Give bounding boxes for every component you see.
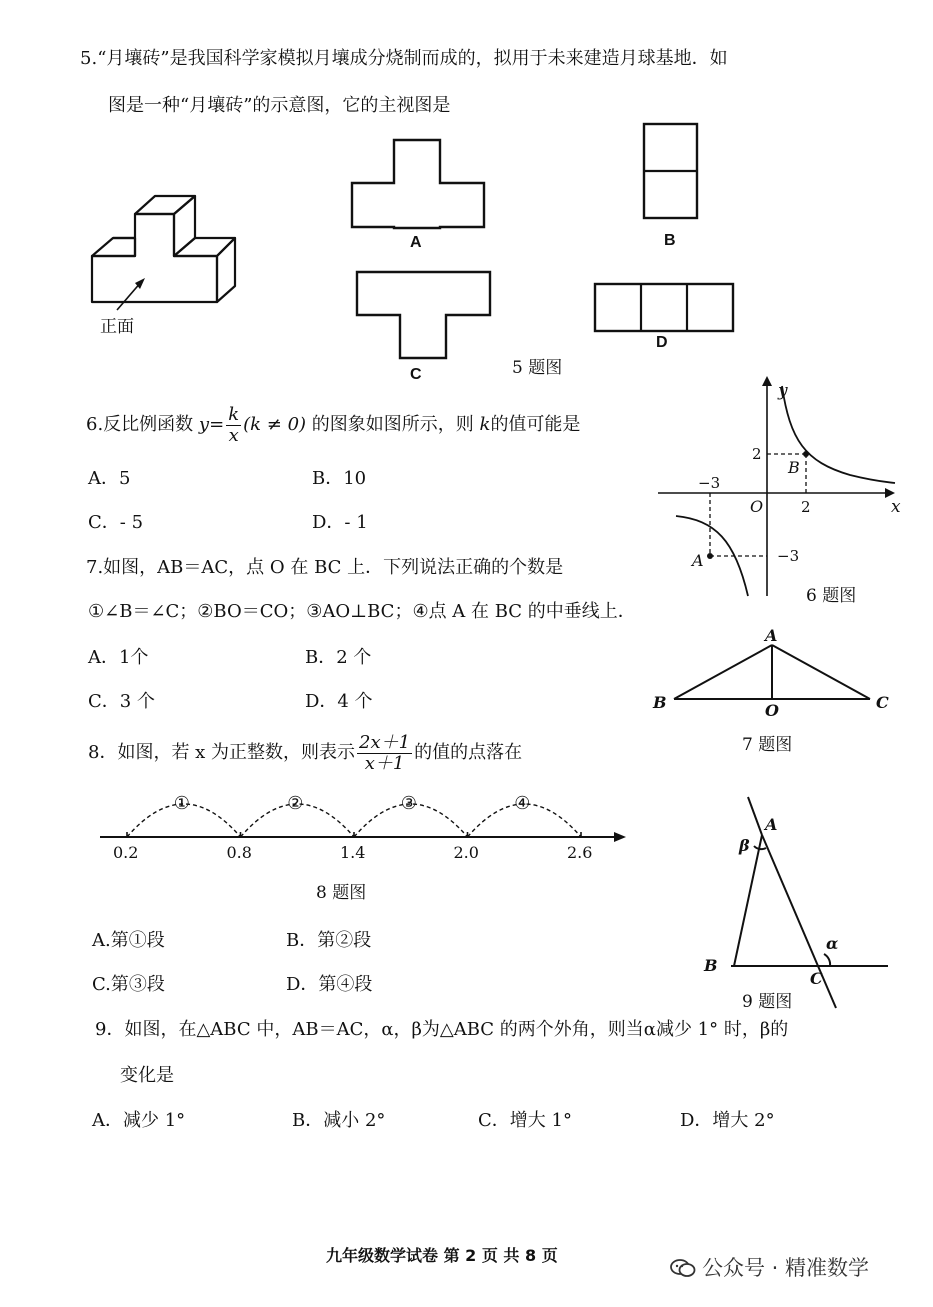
q5-option-d-label: D <box>656 334 668 351</box>
q7-line1: 7.如图，AB＝AC，点 O 在 BC 上．下列说法正确的个数是 <box>86 557 564 578</box>
x-axis-label: x <box>891 497 901 517</box>
segment-label: ① <box>173 793 190 814</box>
q9-label-a: A <box>765 815 778 834</box>
q8-caption: 8 题图 <box>316 883 367 903</box>
y-axis-label: y <box>778 381 788 401</box>
watermark <box>670 1252 869 1282</box>
q7-caption: 7 题图 <box>742 735 793 755</box>
q5-front-label: 正面 <box>100 317 134 337</box>
q9-choice-a: A．减少 1° <box>92 1110 186 1131</box>
q9-line2: 变化是 <box>120 1065 174 1086</box>
label-2y: 2 <box>752 445 762 463</box>
q9-choice-c: C．增大 1° <box>478 1110 572 1131</box>
q7-label-c: C <box>876 693 889 712</box>
segment-label: ② <box>287 793 304 814</box>
wechat-icon <box>670 1258 696 1278</box>
q8-choice-c: C.第③段 <box>92 974 165 995</box>
origin-label: O <box>750 497 764 516</box>
q7-choice-a: A．1个 <box>88 647 149 668</box>
q7-choice-b: B．2 个 <box>305 647 372 668</box>
q7-choice-d: D．4 个 <box>305 691 373 712</box>
q6-choice-c: C．- 5 <box>88 512 144 533</box>
tick-label: 1.4 <box>340 843 366 862</box>
q9-choice-b: B．减小 2° <box>292 1110 386 1131</box>
q9-label-b: B <box>704 956 718 975</box>
segment-label: ④ <box>514 793 531 814</box>
q7-line2: ①∠B＝∠C；②BO＝CO；③AO⊥BC；④点 A 在 BC 的中垂线上． <box>88 601 636 622</box>
tick-label: 2.0 <box>453 843 479 862</box>
watermark-text: 公众号 · 精准数学 <box>702 1256 870 1280</box>
q7-label-a: A <box>765 626 778 645</box>
q5-line1: 5.“月壤砖”是我国科学家模拟月壤成分烧制而成的，拟用于未来建造月球基地．如 <box>80 48 728 69</box>
tick-label: 0.8 <box>226 843 252 862</box>
q9-label-beta: β <box>739 836 750 855</box>
q6-choice-b: B．10 <box>312 468 367 489</box>
q6-caption: 6 题图 <box>806 586 857 606</box>
label-2x: 2 <box>801 498 811 516</box>
segment-label: ③ <box>400 793 417 814</box>
label-neg3x: −3 <box>698 474 721 492</box>
q5-option-c-label: C <box>410 366 422 383</box>
q6-choice-d: D．- 1 <box>312 512 368 533</box>
q9-choice-d: D．增大 2° <box>680 1110 775 1131</box>
q6-stem: 6.反比例函数 y= $\frac{k}{x}$ (k ≠ 0) 的图象如图所示，则 k的值可能是 <box>86 403 581 446</box>
q9-label-c: C <box>810 969 823 988</box>
q7-label-o: O <box>765 701 779 720</box>
q8-stem: 8．如图，若 x 为正整数，则表示 $\frac{2x+1}{x+1}$ 的值的点落在 <box>88 731 523 774</box>
q5-caption: 5 题图 <box>512 358 563 378</box>
q6-choice-a: A．5 <box>88 468 131 489</box>
q7-choice-c: C．3 个 <box>88 691 155 712</box>
q5-line2: 图是一种“月壤砖”的示意图，它的主视图是 <box>108 95 451 116</box>
tick-label: 0.2 <box>113 843 139 862</box>
q5-option-a-label: A <box>410 234 422 251</box>
point-b-label: B <box>788 458 800 477</box>
page-footer: 九年级数学试卷 第 2 页 共 8 页 <box>326 1246 558 1265</box>
q9-label-alpha: α <box>826 934 839 953</box>
q9-caption: 9 题图 <box>742 992 793 1012</box>
tick-label: 2.6 <box>567 843 593 862</box>
q9-line1: 9．如图，在△ABC 中，AB＝AC，α，β为△ABC 的两个外角，则当α减少 1° 时，β的 <box>95 1019 789 1040</box>
label-neg3y: −3 <box>777 547 800 565</box>
q5-option-b-label: B <box>664 232 676 249</box>
q7-label-b: B <box>653 693 667 712</box>
q8-choice-b: B．第②段 <box>286 930 372 951</box>
q8-choice-a: A.第①段 <box>92 930 165 951</box>
point-a-label: A <box>692 551 704 570</box>
q8-choice-d: D．第④段 <box>286 974 373 995</box>
